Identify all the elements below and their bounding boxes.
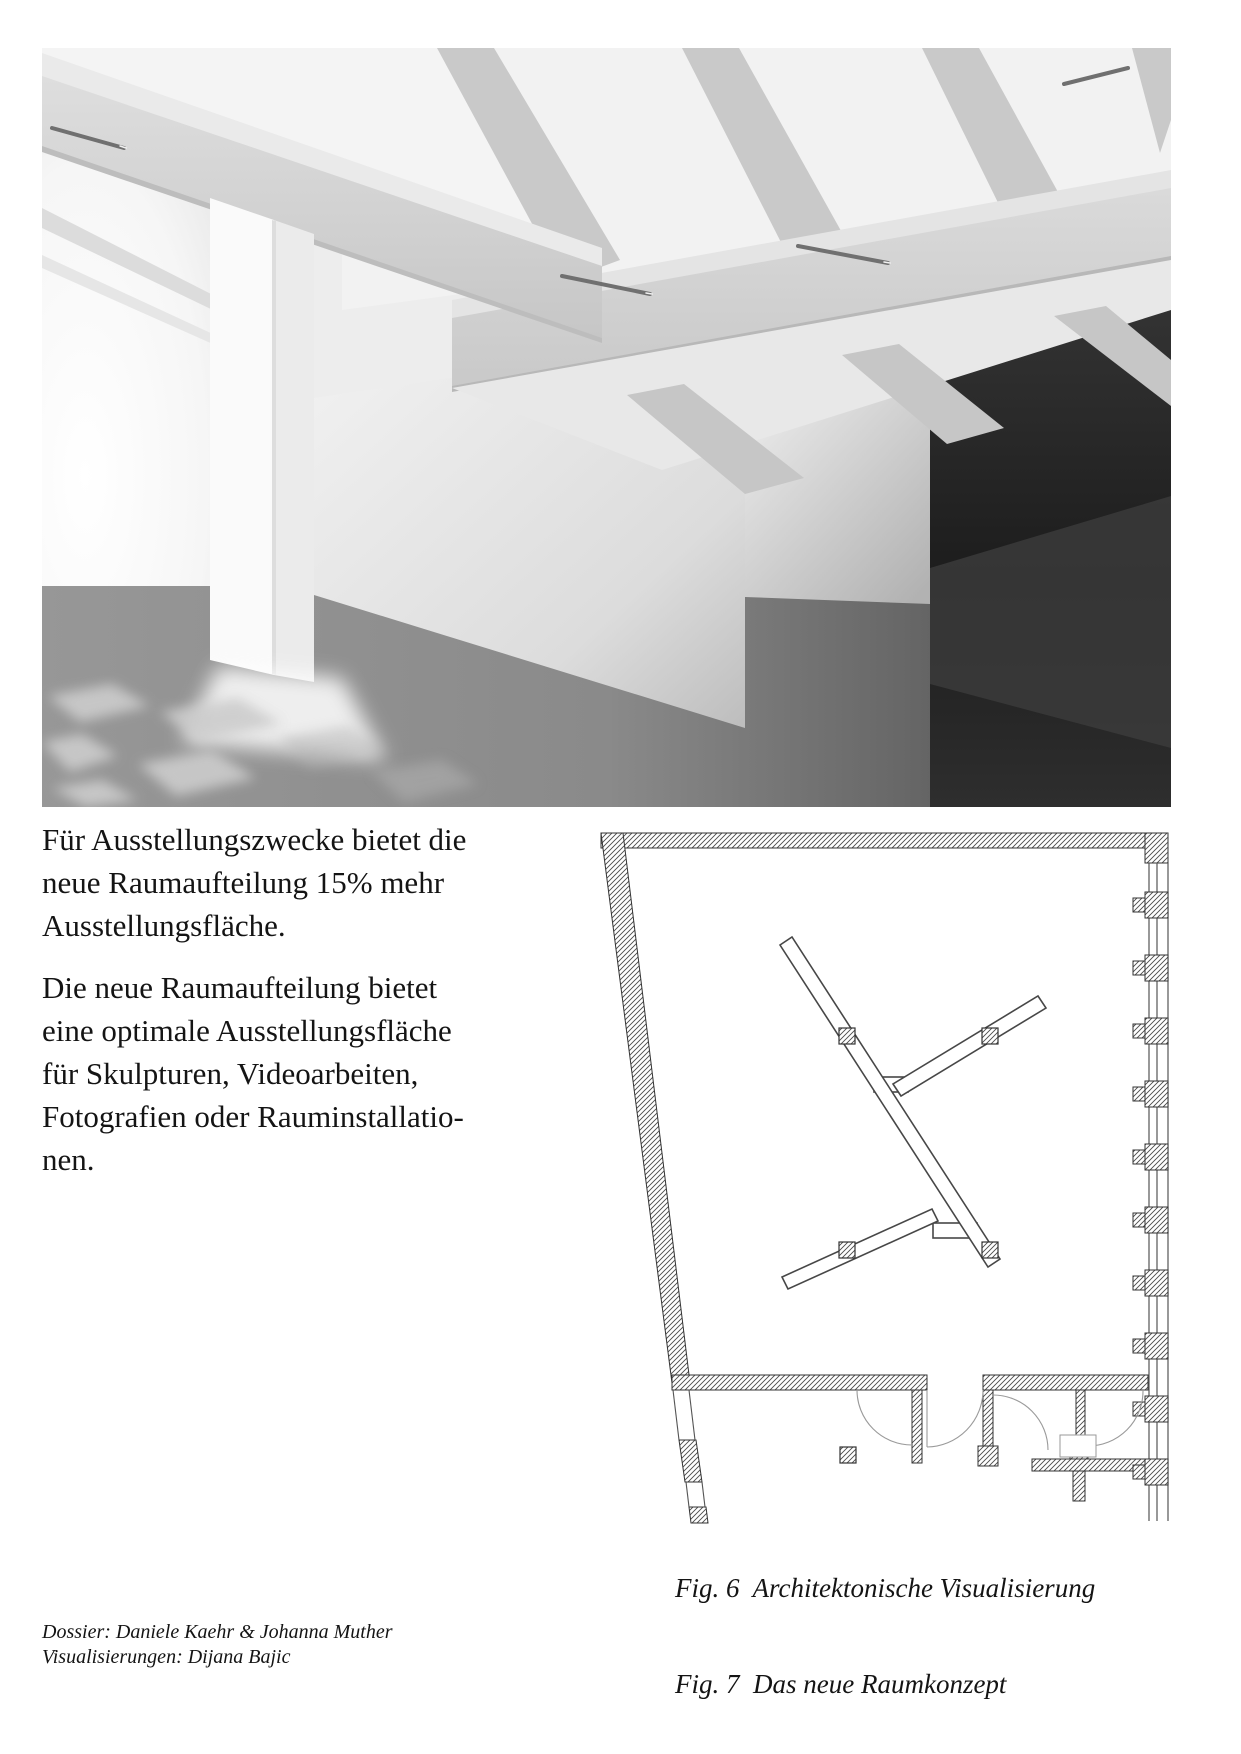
text-line: Ausstellungsfläche. <box>42 908 286 943</box>
plan-door-arcs <box>857 1390 1143 1450</box>
render-column <box>210 198 314 682</box>
text-line: nen. <box>42 1142 95 1177</box>
plan-fixture <box>1060 1435 1096 1457</box>
body-text <box>42 818 542 1200</box>
floor-plan-figure <box>545 745 1175 1525</box>
footer-visualisierungen-line: Visualisierungen: Dijana Bajic <box>42 1646 291 1668</box>
footer-credits <box>42 1620 393 1670</box>
text-line: neue Raumaufteilung 15% mehr <box>42 865 445 900</box>
figure-captions <box>675 1508 1095 1754</box>
text-line: Für Ausstellungszwecke bietet die <box>42 822 467 857</box>
caption-fig7: Fig. 7 Das neue Raumkonzept <box>675 1669 1007 1699</box>
paragraph-2 <box>42 966 542 1181</box>
text-line: für Skulpturen, Videoarbeiten, <box>42 1056 419 1091</box>
plan-left-wall <box>601 833 690 1383</box>
text-line: Die neue Raumaufteilung bietet <box>42 970 438 1005</box>
caption-fig6: Fig. 6 Architektonische Visualisierung <box>675 1573 1096 1603</box>
footer-dossier-line: Dossier: Daniele Kaehr & Johanna Muther <box>42 1621 393 1643</box>
plan-interior-wall <box>672 1375 927 1390</box>
text-line: Fotografien oder Rauminstallatio- <box>42 1099 464 1134</box>
paragraph-1 <box>42 818 542 947</box>
text-line: eine optimale Ausstellungsfläche <box>42 1013 452 1048</box>
plan-top-wall <box>601 833 1148 848</box>
architectural-render-graphic <box>42 48 1171 807</box>
render-left-wall <box>42 144 215 586</box>
floor-plan-graphic <box>545 745 1175 1525</box>
plan-facade-pillars <box>1133 892 1168 1485</box>
architectural-render-figure <box>42 48 1171 807</box>
plan-new-walls <box>780 937 1046 1289</box>
